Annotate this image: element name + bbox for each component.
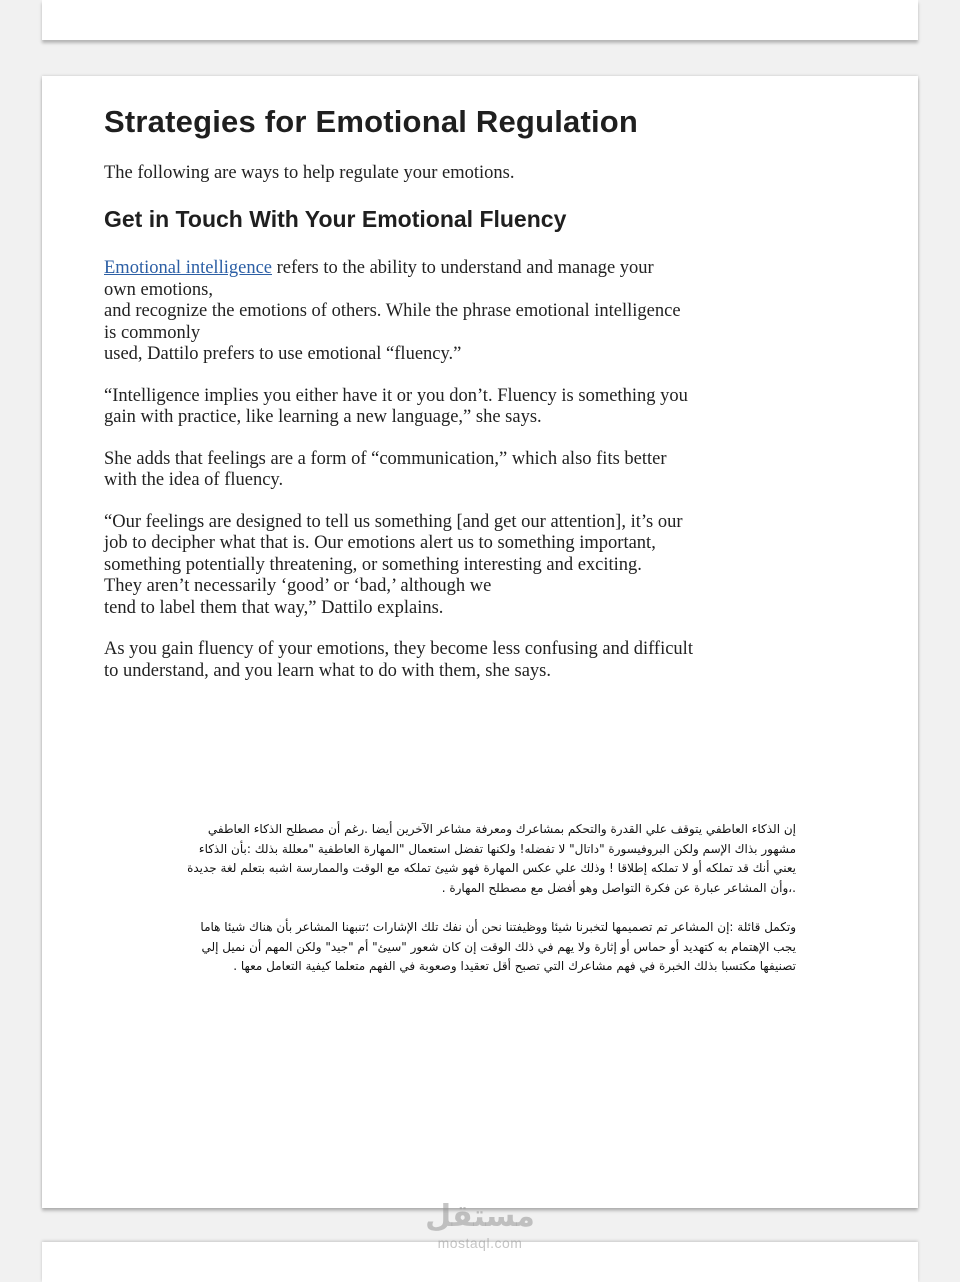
- paragraph-line: is commonly: [104, 322, 201, 343]
- section-heading: Get in Touch With Your Emotional Fluency: [104, 206, 567, 232]
- arabic-line: يجب الإهتمام به كتهديد أو حماس أو إثارة ولا يهم في ذلك الوقت إن كان شعور "سيئ" أم "جيد" ولكن المهم أن نميل إلي: [201, 939, 796, 954]
- paragraph-line: “Our feelings are designed to tell us something [and get our attention], it’s our: [104, 511, 683, 532]
- mostaql-watermark: [400, 1198, 560, 1250]
- paragraph-line: They aren’t necessarily ‘good’ or ‘bad,’ although we: [104, 576, 492, 596]
- paragraph-line: job to decipher what that is. Our emotions alert us to something important,: [104, 533, 656, 553]
- emotional-intelligence-link[interactable]: Emotional intelligence: [104, 258, 272, 278]
- arabic-line: إن الذكاء العاطفي يتوقف علي القدرة والتحكم بمشاعرك ومعرفة مشاعر الآخرين أيضا .رغم أن مصطلح الذكاء العاطفي: [207, 822, 796, 836]
- arabic-translation-paragraph-2: [146, 918, 796, 977]
- arabic-line: .،وأن المشاعر عبارة عن فكرة التواصل وهو أفضل مع مصطلح المهارة .: [441, 880, 796, 895]
- paragraph-line: tend to label them that way,” Dattilo explains.: [104, 597, 444, 618]
- paragraph-line: own emotions,: [104, 279, 213, 300]
- paragraph-line: with the idea of fluency.: [104, 470, 284, 490]
- paragraph-line: to understand, and you learn what to do with them, she says.: [104, 660, 551, 681]
- paragraph-intelligence-quote: [104, 386, 772, 429]
- watermark-logo: مستقل: [425, 1199, 535, 1234]
- paragraph-communication: [104, 449, 772, 492]
- previous-page: [42, 0, 918, 40]
- paragraph-line: used, Dattilo prefers to use emotional “fluency.”: [104, 344, 462, 364]
- arabic-line: تصنيفها مكتسبا بذلك الخبرة في فهم مشاعرك التي تصبح أقل تعقيدا وصعوبة في الفهم متعلما كيفية التعامل معها .: [233, 959, 796, 973]
- paragraph-line: “Intelligence implies you either have it or you don’t. Fluency is something you: [104, 385, 688, 406]
- paragraph-line: As you gain fluency of your emotions, they become less confusing and difficult: [104, 639, 693, 659]
- arabic-line: وتكمل قائلة :إن المشاعر تم تصميمها لتخبرنا شيئا ووظيفتنا نحن أن نفك تلك الإشارات ؛تنبهنا المشاعر بأن هناك شيئا هاما: [200, 920, 796, 934]
- arabic-line: يعني أنك قد تملكه أو لا تملكه إطلاقا ! وذلك علي عكس المهارة فهو شيئ تملكه مع الوقت والممارسة اشبه بتعلم لغة جديدة: [187, 861, 796, 875]
- paragraph-line: something potentially threatening, or something interesting and exciting.: [104, 554, 642, 575]
- paragraph-line: gain with practice, like learning a new language,” she says.: [104, 407, 542, 427]
- paragraph-line: and recognize the emotions of others. While the phrase emotional intelligence: [104, 301, 681, 321]
- page-title: Strategies for Emotional Regulation: [104, 104, 639, 139]
- arabic-line: مشهور بذاك الإسم ولكن البروفيسورة "داتال" لا تفضله! ولكنها تفضل استعمال "المهارة العاطفية "معللة بذلك :بأن الذكاء: [198, 841, 796, 856]
- paragraph-fluency-gain: [104, 639, 772, 682]
- paragraph-feelings-quote: [104, 512, 772, 620]
- arabic-translation-paragraph-1: [146, 820, 796, 898]
- paragraph-emotional-intelligence: [104, 258, 772, 366]
- intro-text: The following are ways to help regulate your emotions.: [104, 163, 515, 183]
- paragraph-line: [104, 258, 772, 280]
- english-article: [104, 102, 772, 682]
- paragraph-line: She adds that feelings are a form of “communication,” which also fits better: [104, 448, 667, 469]
- watermark-url: mostaql.com: [437, 1235, 523, 1251]
- paragraph-text: refers to the ability to understand and manage your: [272, 258, 654, 278]
